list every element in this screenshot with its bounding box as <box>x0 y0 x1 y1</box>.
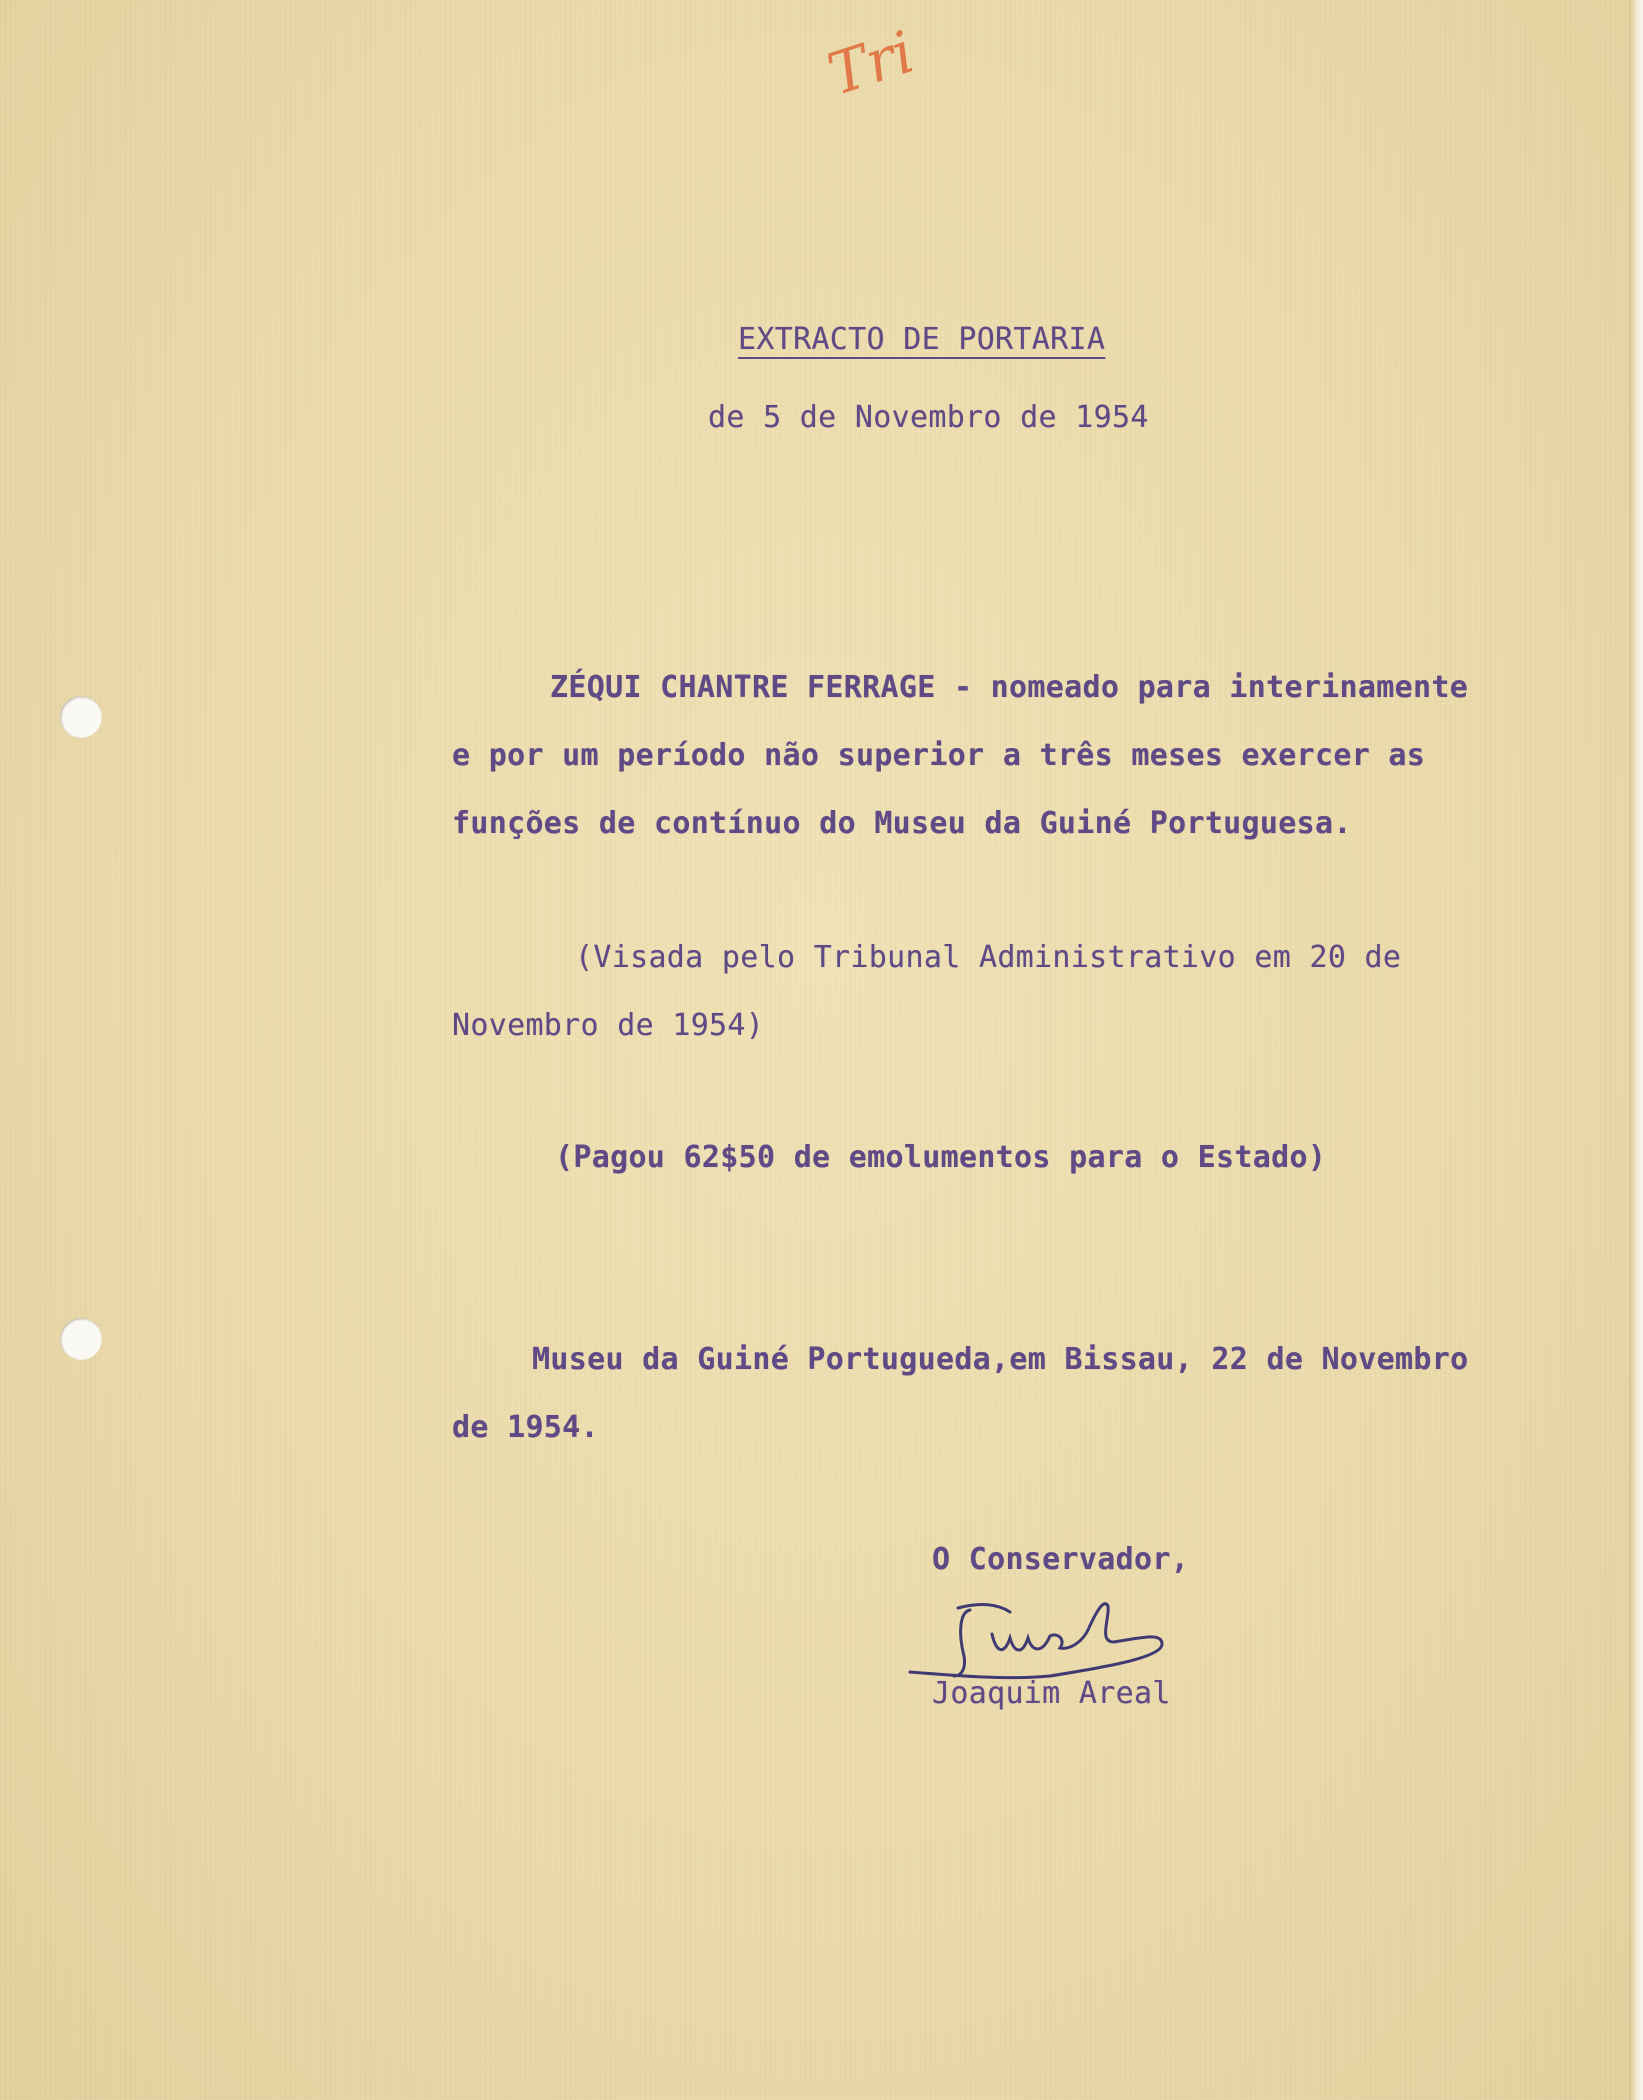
appointment-line-2: e por um período não superior a três meses exercer as <box>452 738 1426 773</box>
fee-note: (Pagou 62$50 de emolumentos para o Estado) <box>555 1140 1327 1175</box>
signer-title: O Conservador, <box>932 1542 1190 1577</box>
document-date: de 5 de Novembro de 1954 <box>708 400 1149 435</box>
document-title: EXTRACTO DE PORTARIA <box>738 322 1106 357</box>
handwritten-annotation: Tri <box>820 17 922 109</box>
visa-line-2: Novembro de 1954) <box>452 1008 765 1043</box>
paper-edge <box>1629 0 1643 2100</box>
place-date-line-1: Museu da Guiné Portugueda,em Bissau, 22 de Novembro <box>532 1342 1469 1377</box>
punch-hole-bottom <box>60 1318 102 1360</box>
punch-hole-top <box>60 696 102 738</box>
visa-line-1: (Visada pelo Tribunal Administrativo em 20 de <box>575 940 1402 975</box>
appointment-line-3: funções de contínuo do Museu da Guiné Portuguesa. <box>452 806 1352 841</box>
signer-name: Joaquim Areal <box>932 1676 1171 1711</box>
place-date-line-2: de 1954. <box>452 1410 599 1445</box>
appointment-line-1: ZÉQUI CHANTRE FERRAGE - nomeado para interinamente <box>550 670 1469 705</box>
